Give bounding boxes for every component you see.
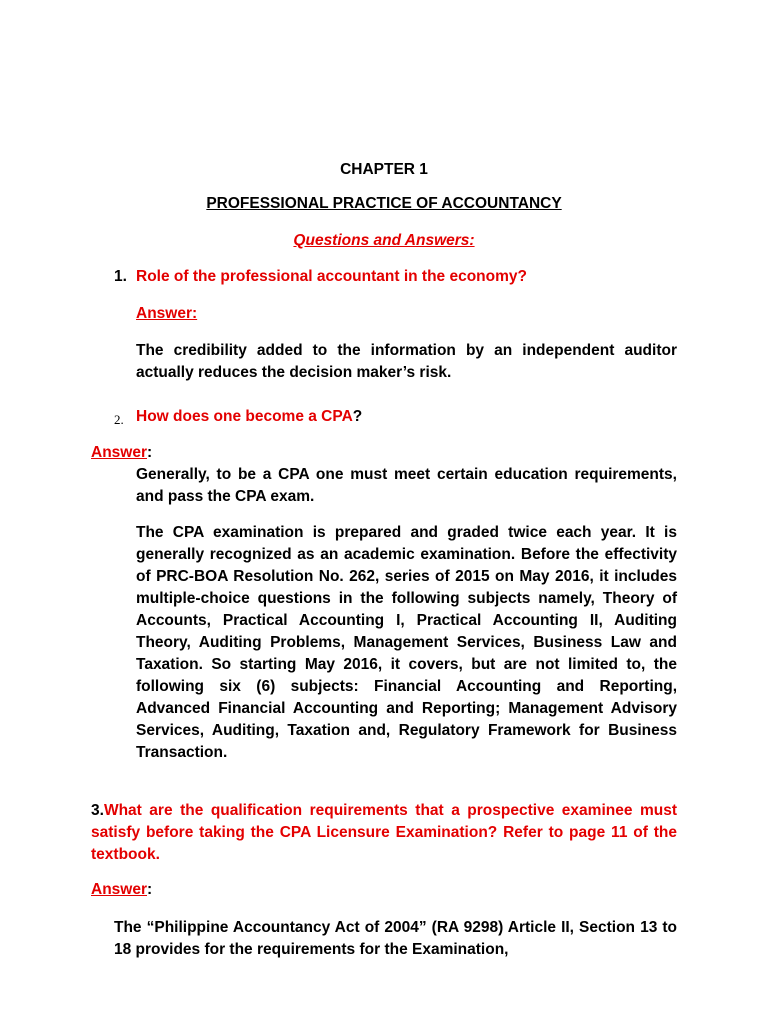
q3-answer-label-line [91,881,152,899]
q1-number: 1. [114,268,127,285]
q2-number: 2. [114,412,124,427]
q2-question-line [136,408,362,426]
q3-answer-text: The “Philippine Accountancy Act of 2004” (RA 9298) Article II, Section 13 to 18 provides for the requirements for the Examination, [114,919,677,958]
q2-answer-label-line [91,444,152,462]
q2-answer-label: Answer [91,444,147,461]
q2-answer-paragraph-1: Generally, to be a CPA one must meet certain education requirements, and pass the CPA exam. [136,466,677,505]
q3-answer-colon: : [147,881,153,898]
q3-answer-label: Answer [91,881,147,898]
chapter-number: CHAPTER 1 [340,161,428,178]
q2-answer-paragraph-2: The CPA examination is prepared and graded twice each year. It is generally recognized as an academic examination. Before the effectivity of PRC-BOA Resolution No. 262, series of 2015 on May 2016, it includes multiple-choice questions in the following subjects namely, Theory of Accounts, Practical Accounting I, Practical Accounting II, Auditing Theory, Auditing Problems, Management Services, Business Law and Taxation. So starting May 2016, it covers, but are not limited to, the following six (6) subjects: Financial Accounting and Reporting, Advanced Financial Accounting and Reporting; Management Advisory Services, Auditing, Taxation and, Regulatory Framework for Business Transaction. [136,524,677,761]
q2-question: How does one become a CPA [136,408,353,425]
section-heading: Questions and Answers: [293,232,475,249]
q3-question: What are the qualification requirements that a prospective examinee must satisfy before taking the CPA Licensure Examination? Refer to page 11 of the textbook. [91,802,677,863]
q1-question: Role of the professional accountant in the economy? [136,268,527,285]
q3-number: 3. [91,802,104,819]
q3-question-block [91,800,677,866]
q2-question-mark: ? [352,408,363,425]
q1-answer-text: The credibility added to the information by an independent auditor actually reduces the decision maker’s risk. [136,342,677,381]
chapter-title: PROFESSIONAL PRACTICE OF ACCOUNTANCY [206,195,562,212]
q2-answer-colon: : [147,444,153,461]
q1-answer-label: Answer: [136,305,198,322]
